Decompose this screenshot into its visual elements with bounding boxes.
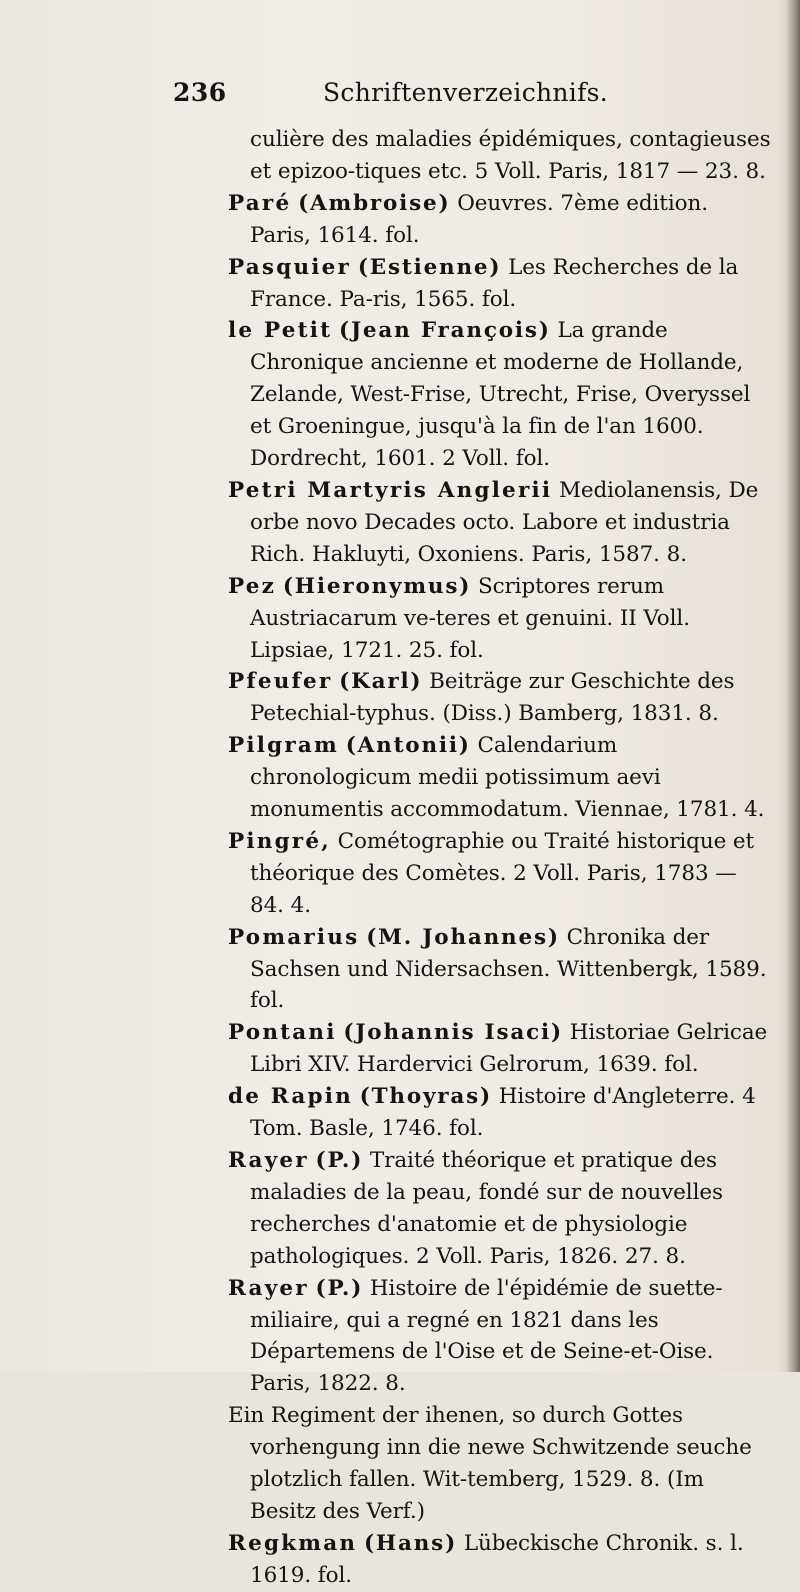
entry-author: Pasquier <box>228 254 352 280</box>
bibliography-entry <box>228 666 773 730</box>
entry-author: Pilgram <box>228 733 339 759</box>
entry-forename: (Johannis Isaci) <box>343 1020 563 1046</box>
entry-text: culière des maladies épidémiques, contagieuses et epizoo-tiques etc. 5 Voll. Paris, 1817 — 23. 8. <box>250 127 771 184</box>
entry-text: Ein Regiment der ihenen, so durch Gottes vorhengung inn die newe Schwitzende seuche plotzlich fallen. Wit-temberg, 1529. 8. (Im Besitz des Verf.) <box>228 1403 752 1524</box>
entry-forename: (Antonii) <box>345 733 471 759</box>
entry-text: La grande Chronique ancienne et moderne de Hollande, Zelande, West-Frise, Utrecht, Frise, Overyssel et Groeningue, jusqu'à la fin de l'an 1600. Dordrecht, 1601. 2 Voll. fol. <box>250 318 751 472</box>
entry-text: Cométographie ou Traité historique et théorique des Comètes. 2 Voll. Paris, 1783 — 84. 4. <box>250 828 755 918</box>
entry-author: le Petit <box>228 318 333 344</box>
entry-author: Pingré, <box>228 828 331 854</box>
bibliography-entry <box>228 188 773 252</box>
bibliography-list <box>228 124 773 1592</box>
entry-text: Lübeckische Chronik. s. l. 1619. fol. <box>250 1530 744 1588</box>
bibliography-entry <box>228 475 773 571</box>
entry-author: Pez <box>228 573 277 599</box>
entry-author: Pfeufer <box>228 669 333 695</box>
entry-text: Mediolanensis, De orbe novo Decades octo. Labore et industria Rich. Hakluyti, Oxoniens. Paris, 1587. 8. <box>250 477 759 567</box>
entry-forename: (P.) <box>315 1148 364 1173</box>
entry-text: Histoire de l'épidémie de suette-miliaire, qui a regné en 1821 dans les Départemens de l'Oise et de Seine-et-Oise. Paris, 1822. 8. <box>250 1275 723 1397</box>
entry-text: Historiae Gelricae Libri XIV. Hardervici Gelrorum, 1639. fol. <box>250 1020 768 1078</box>
bibliography-entry <box>228 315 773 475</box>
entry-text: Histoire d'Angleterre. 4 Tom. Basle, 1746. fol. <box>250 1084 756 1142</box>
page-number: 236 <box>173 78 227 107</box>
entry-author: Pomarius <box>228 924 360 950</box>
entry-forename: (Estienne) <box>357 254 502 280</box>
entry-text: Oeuvres. 7ème edition. Paris, 1614. fol. <box>250 190 708 248</box>
bibliography-entry <box>228 571 773 667</box>
entry-text: Scriptores rerum Austriacarum ve-teres et genuini. II Voll. Lipsiae, 1721. 25. fol. <box>250 573 690 663</box>
entry-text: Traité théorique et pratique des maladies de la peau, fondé sur de nouvelles recherches d'anatomie et de physiologie pathologiques. 2 Voll. Paris, 1826. 27. 8. <box>250 1148 723 1269</box>
page-header <box>0 78 800 118</box>
bibliography-entry <box>228 1017 773 1081</box>
entry-forename: (Karl) <box>339 669 423 695</box>
entry-text: Chronika der Sachsen und Nidersachsen. Wittenbergk, 1589. fol. <box>250 924 767 1014</box>
bibliography-entry <box>228 124 773 188</box>
bibliography-entry <box>228 922 773 1018</box>
entry-forename: (Hans) <box>363 1530 458 1556</box>
entry-author: Pontani <box>228 1020 337 1046</box>
entry-author: Petri Martyris Anglerii <box>228 477 553 503</box>
entry-forename: (Hieronymus) <box>282 573 472 599</box>
bibliography-entry <box>228 730 773 826</box>
entry-text: Les Recherches de la France. Pa-ris, 1565. fol. <box>250 254 739 312</box>
entry-forename: (M. Johannes) <box>366 924 560 950</box>
bibliography-entry <box>228 1400 773 1528</box>
entry-forename: (Thoyras) <box>359 1084 493 1110</box>
entry-author: de Rapin <box>228 1084 353 1110</box>
entry-author: Regkman <box>228 1530 358 1556</box>
page-edge-shadow <box>786 0 800 1372</box>
bibliography-entry <box>228 1145 773 1273</box>
entry-author: Paré <box>228 190 292 216</box>
entry-forename: (P.) <box>315 1275 364 1301</box>
entry-forename: (Ambroise) <box>298 190 451 216</box>
bibliography-entry <box>228 1081 773 1145</box>
entry-author: Rayer <box>228 1148 309 1173</box>
bibliography-entry <box>228 1528 773 1592</box>
entry-forename: (Jean François) <box>338 318 551 344</box>
entry-author: Rayer <box>228 1275 309 1301</box>
bibliography-entry <box>228 826 773 922</box>
entry-text: Calendarium chronologicum medii potissimum aevi monumentis accommodatum. Viennae, 1781. 4. <box>250 733 765 823</box>
bibliography-entry <box>228 252 773 316</box>
running-title: Schriftenverzeichnifs. <box>323 78 609 107</box>
entry-text: Beiträge zur Geschichte des Petechial-typhus. (Diss.) Bamberg, 1831. 8. <box>250 669 735 727</box>
bibliography-entry <box>228 1273 773 1401</box>
